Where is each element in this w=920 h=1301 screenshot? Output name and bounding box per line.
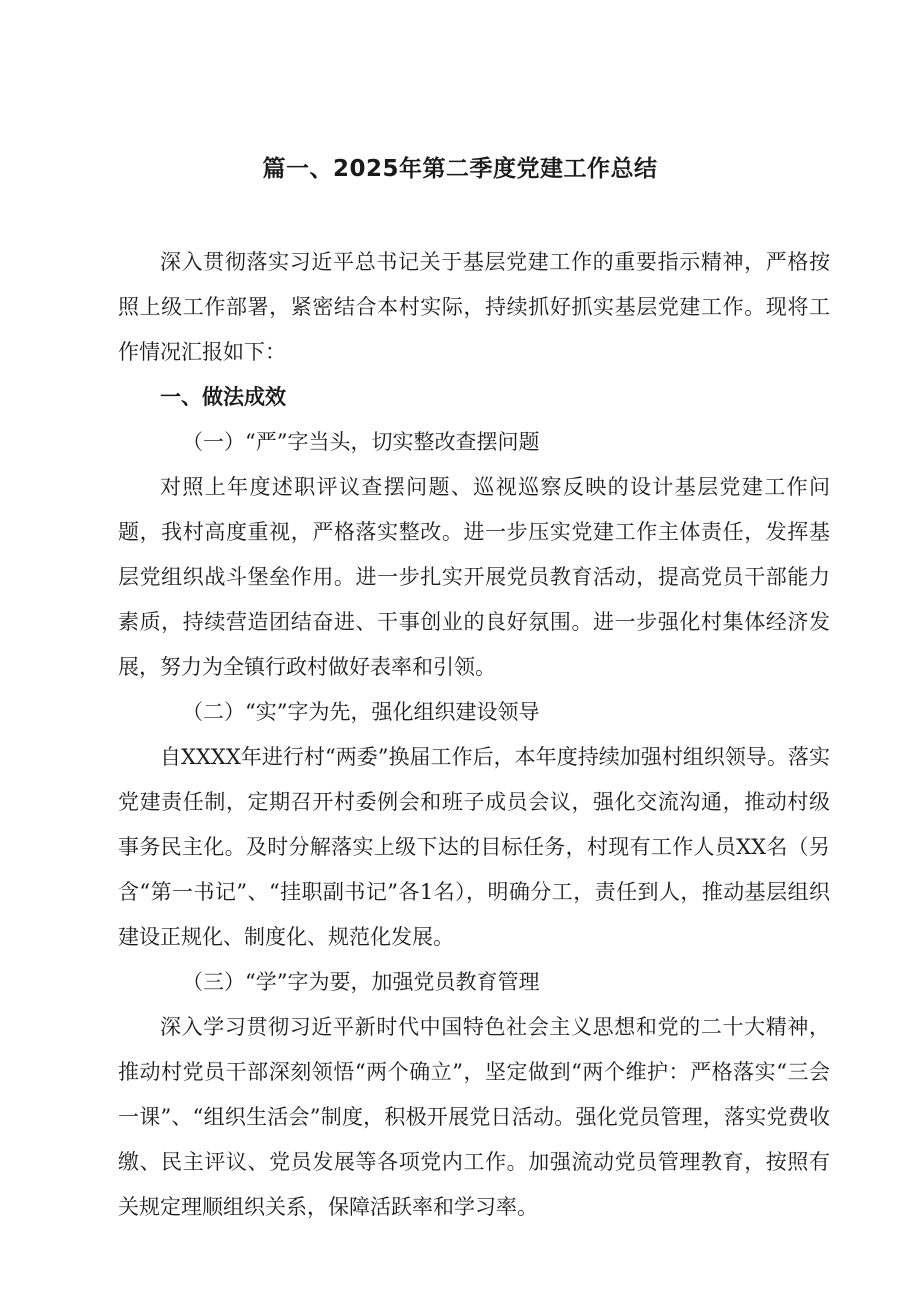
subsection-heading-3: （三）“学”字为要，加强党员教育管理 <box>182 970 540 994</box>
subsection-body-3: 深入学习贯彻习近平新时代中国特色社会主义思想和党的二十大精神，推动村党员干部深刻领悟“两个确立”，坚定做到“两个维护：严格落实“三会一课”、“组织生活会”制度，积极开展党日活动。强化党员管理，落实党费收缴、民主评议、党员发展等各项党内工作。加强流动党员管理教育，按照有关规定理顺组织关系，保障活跃率和学习率。 <box>118 1015 830 1219</box>
section-heading-1: 一、做法成效 <box>160 385 286 409</box>
document-body <box>118 240 830 1230</box>
subsection-body-1: 对照上年度述职评议查摆问题、巡视巡察反映的设计基层党建工作问题，我村高度重视，严格落实整改。进一步压实党建工作主体责任，发挥基层党组织战斗堡垒作用。进一步扎实开展党员教育活动，提高党员干部能力素质，持续营造团结奋进、干事创业的良好氛围。进一步强化村集体经济发展，努力为全镇行政村做好表率和引领。 <box>118 475 830 679</box>
document-title: 篇一、2025年第二季度党建工作总结 <box>262 156 658 182</box>
subsection-body-2: 自XXXX年进行村“两委”换届工作后，本年度持续加强村组织领导。落实党建责任制，定期召开村委例会和班子成员会议，强化交流沟通，推动村级事务民主化。及时分解落实上级下达的目标任务，村现有工作人员XX名（另含“第一书记”、“挂职副书记”各1名），明确分工，责任到人，推动基层组织建设正规化、制度化、规范化发展。 <box>118 745 830 949</box>
subsection-heading-2: （二）“实”字为先，强化组织建设领导 <box>182 700 540 724</box>
subsection-heading-1: （一）“严”字当头，切实整改查摆问题 <box>182 430 540 454</box>
intro-paragraph: 深入贯彻落实习近平总书记关于基层党建工作的重要指示精神，严格按照上级工作部署，紧密结合本村实际，持续抓好抓实基层党建工作。现将工作情况汇报如下： <box>118 250 830 364</box>
